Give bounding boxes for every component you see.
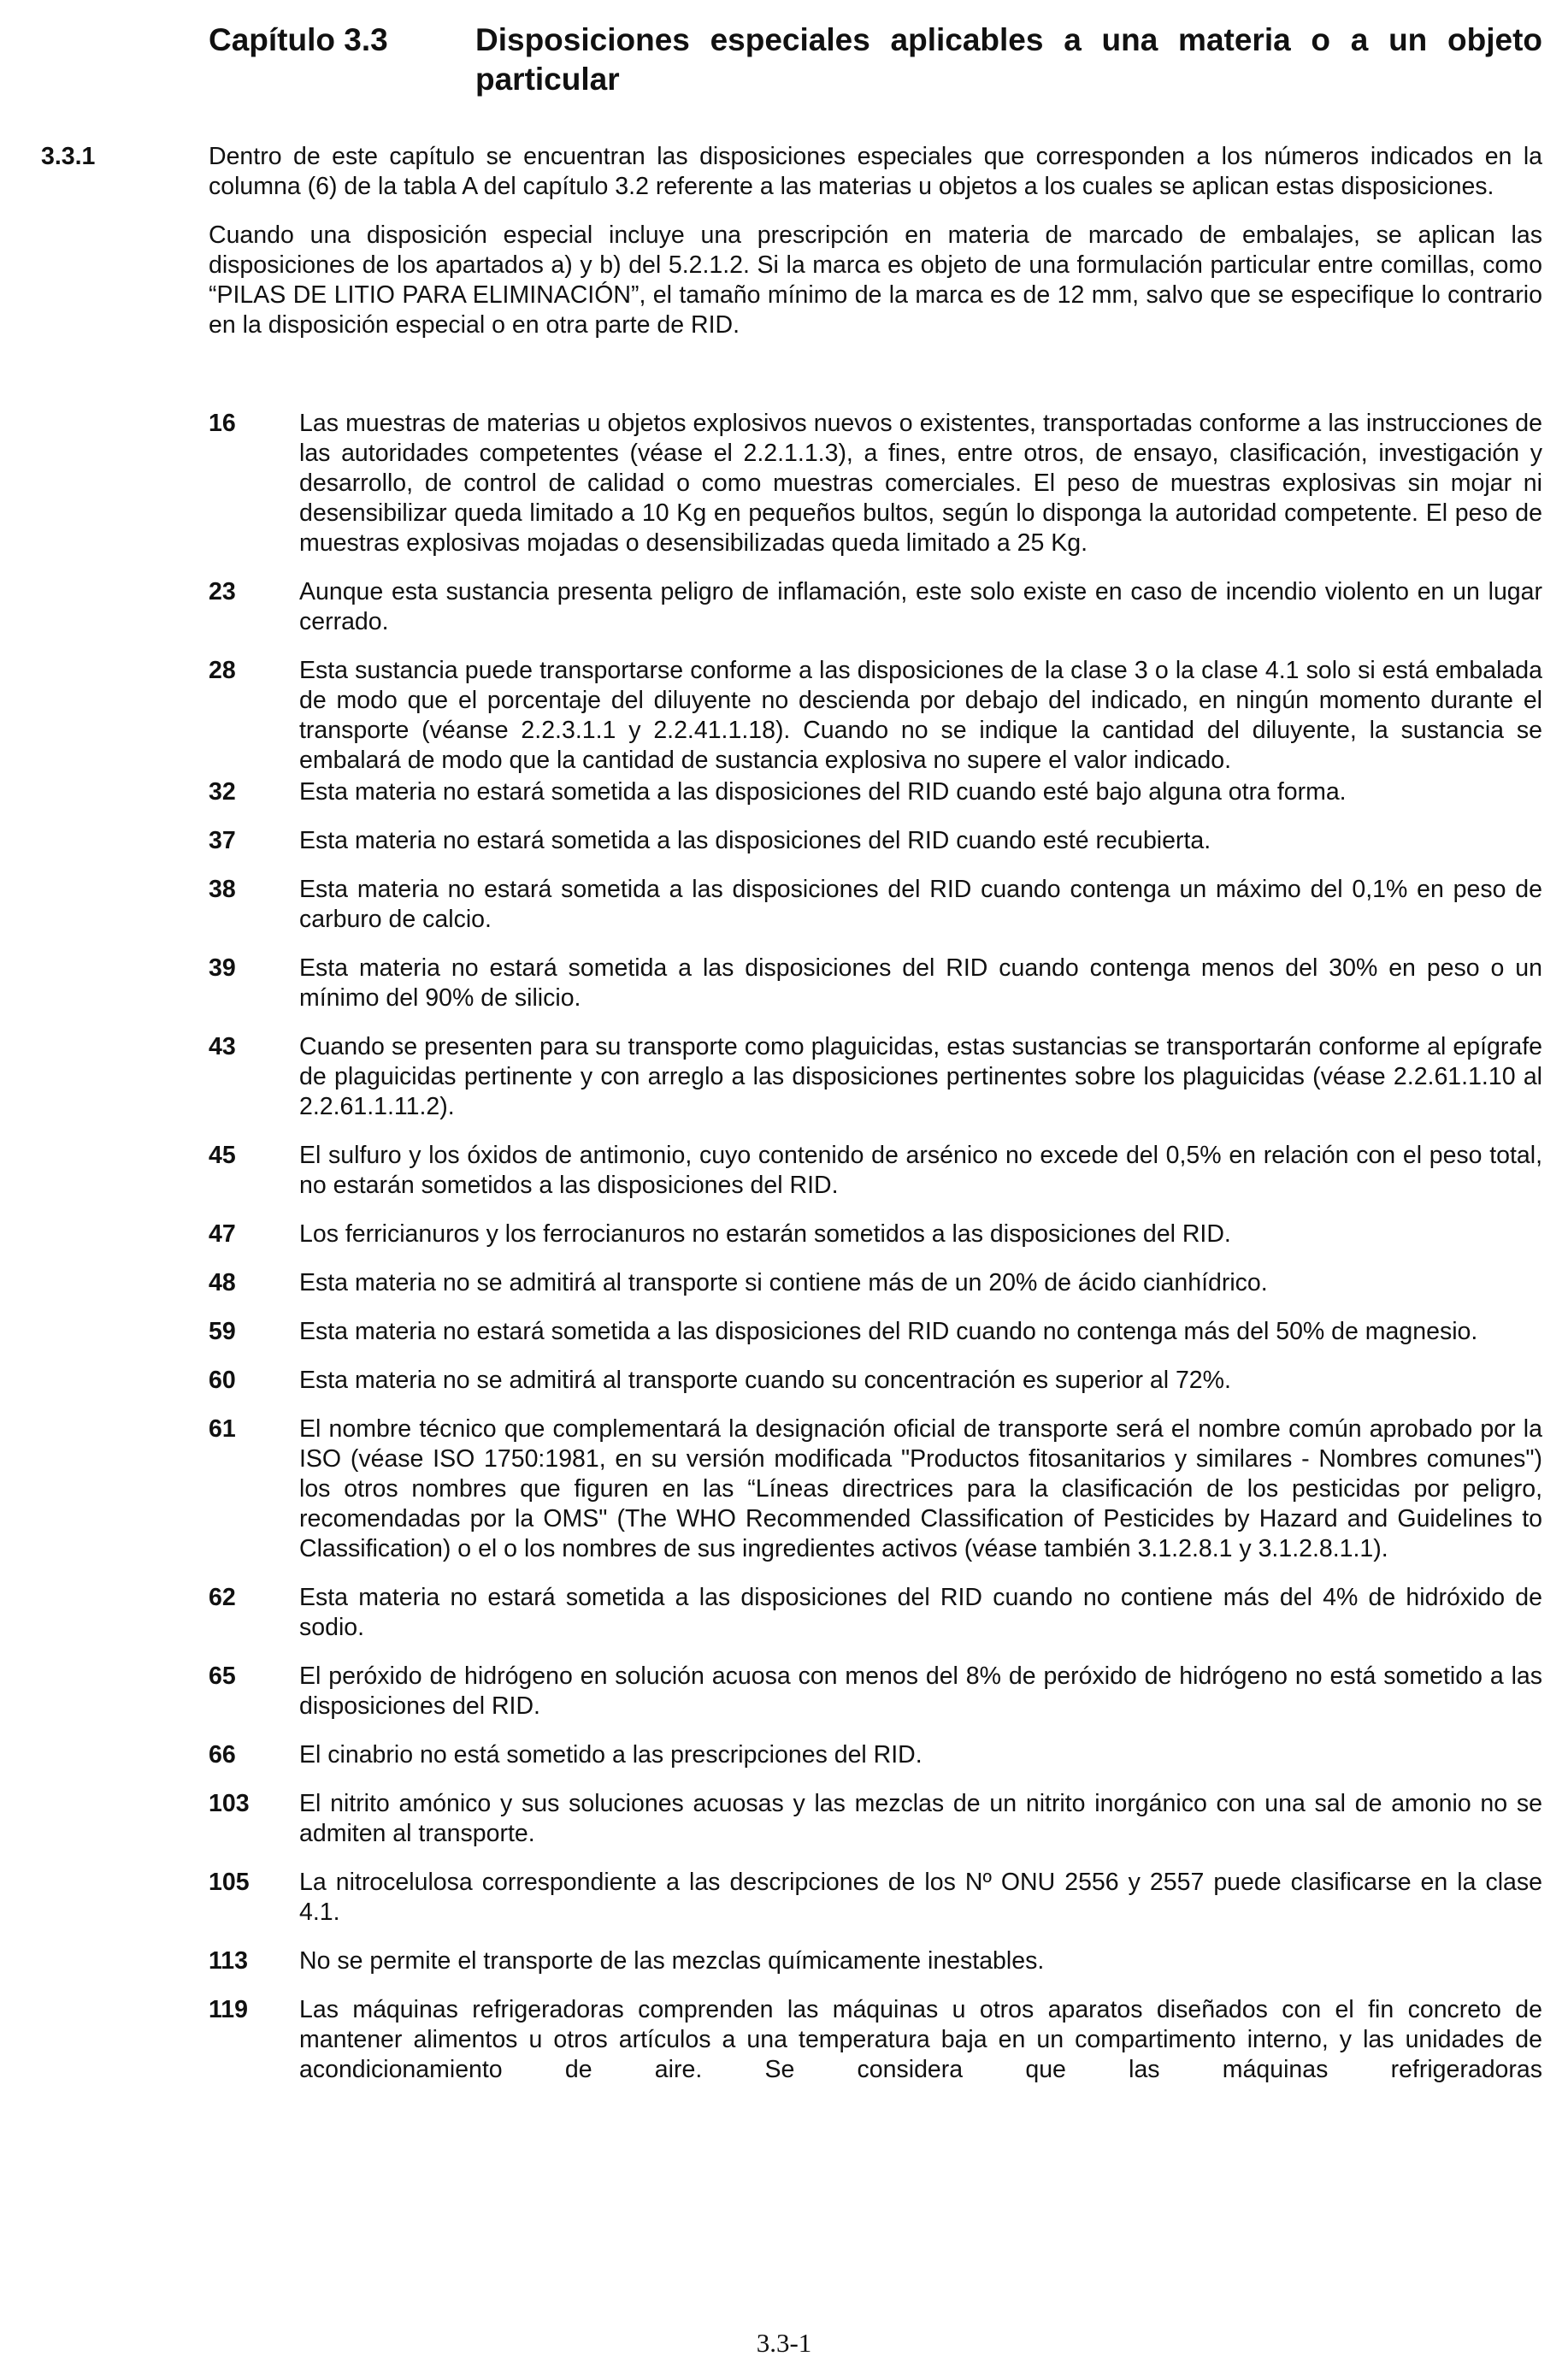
provision-number: 103 [209,1790,250,1817]
provision-number: 105 [209,1869,250,1896]
provision-number: 43 [209,1033,236,1060]
provision-text: Aunque esta sustancia presenta peligro de inflamación, este solo existe en caso de incendio violento en un lugar cerrado. [299,578,1542,635]
provision-number: 66 [209,1741,236,1769]
provision-text: Las máquinas refrigeradoras comprenden las máquinas u otros aparatos diseñados con el fin concreto de mantener alimentos u otros artículos a una temperatura baja en un compartimento interno, y las unidades de acondicionamiento de aire. Se considera que las máquinas refrigeradoras [299,1996,1542,2083]
provision-text: La nitrocelulosa correspondiente a las descripciones de los Nº ONU 2556 y 2557 puede clasificarse en la clase 4.1. [299,1869,1542,1926]
provision-number: 28 [209,657,236,684]
provision-number: 38 [209,876,236,903]
provision-number: 37 [209,827,236,854]
provision-59 [209,1317,1542,1347]
section-paragraph: Cuando una disposición especial incluye una prescripción en materia de marcado de embalajes, se aplican las disposiciones de los apartados a) y b) del 5.2.1.2. Si la marca es objeto de una formulación particular entre comillas, como “PILAS DE LITIO PARA ELIMINACIÓN”, el tamaño mínimo de la marca es de 12 mm, salvo que se especifique lo contrario en la disposición especial o en otra parte de RID. [209,221,1542,339]
chapter-title: Disposiciones especiales aplicables a una materia o a un objeto particular [475,22,1542,97]
provision-47 [209,1219,1542,1249]
provision-39 [209,954,1542,1013]
provision-38 [209,875,1542,935]
provision-113 [209,1946,1542,1976]
provision-43 [209,1032,1542,1122]
provision-text: Esta materia no se admitirá al transporte si contiene más de un 20% de ácido cianhídrico. [299,1269,1268,1296]
provision-105 [209,1868,1542,1928]
provision-number: 23 [209,578,236,605]
provision-62 [209,1583,1542,1643]
provision-66 [209,1740,1542,1770]
provision-text: Las muestras de materias u objetos explosivos nuevos o existentes, transportadas conforme a las instrucciones de las autoridades competentes (véase el 2.2.1.1.3), a fines, entre otros, de ensayo, clasificación, investigación y desarrollo, de control de calidad o como muestras comerciales. El peso de muestras explosivas sin mojar ni desensibilizar queda limitado a 10 Kg en pequeños bultos, según lo disponga la autoridad competente. El peso de muestras explosivas mojadas o desensibilizadas queda limitado a 25 Kg. [299,410,1542,557]
provision-number: 60 [209,1367,236,1394]
provision-number: 62 [209,1584,236,1611]
provision-text: Esta materia no estará sometida a las disposiciones del RID cuando esté bajo alguna otra forma. [299,778,1347,806]
provision-number: 47 [209,1220,236,1248]
provision-text: El nitrito amónico y sus soluciones acuosas y las mezclas de un nitrito inorgánico con una sal de amonio no se admiten al transporte. [299,1790,1542,1847]
provision-60 [209,1366,1542,1396]
provision-number: 119 [209,1996,248,2023]
provision-number: 16 [209,410,236,437]
provision-text: Esta sustancia puede transportarse conforme a las disposiciones de la clase 3 o la clase 4.1 solo si está embalada de modo que el porcentaje del diluyente no descienda por debajo del indicado, en ningún momento durante el transporte (véanse 2.2.3.1.1 y 2.2.41.1.18). Cuando no se indique la cantidad del diluyente, la sustancia se embalará de modo que la cantidad de sustancia explosiva no supere el valor indicado. [299,657,1542,774]
provision-text: El cinabrio no está sometido a las prescripciones del RID. [299,1741,923,1769]
section-paragraphs [209,142,1542,340]
provision-103 [209,1789,1542,1849]
provision-119 [209,1995,1542,2085]
provision-text: Esta materia no estará sometida a las disposiciones del RID cuando no contenga más del 50% de magnesio. [299,1318,1478,1345]
provision-text: El sulfuro y los óxidos de antimonio, cuyo contenido de arsénico no excede del 0,5% en relación con el peso total, no estarán sometidos a las disposiciones del RID. [299,1142,1542,1199]
provision-number: 48 [209,1269,236,1296]
provision-number: 61 [209,1415,236,1443]
provision-61 [209,1414,1542,1564]
provision-65 [209,1662,1542,1721]
section-number: 3.3.1 [41,143,96,170]
chapter-label: Capítulo 3.3 [209,22,388,57]
provision-text: Esta materia no se admitirá al transporte cuando su concentración es superior al 72%. [299,1367,1231,1394]
provision-text: Esta materia no estará sometida a las disposiciones del RID cuando contenga un máximo del 0,1% en peso de carburo de calcio. [299,876,1542,933]
provision-text: No se permite el transporte de las mezclas químicamente inestables. [299,1947,1045,1975]
provision-text: Esta materia no estará sometida a las disposiciones del RID cuando no contiene más del 4% de hidróxido de sodio. [299,1584,1542,1641]
provision-28 [209,656,1542,776]
provision-number: 45 [209,1142,236,1169]
provision-number: 113 [209,1947,248,1975]
page-number: 3.3-1 [756,2328,812,2358]
provision-text: Esta materia no estará sometida a las disposiciones del RID cuando contenga menos del 30% en peso o un mínimo del 90% de silicio. [299,954,1542,1012]
provision-text: Cuando se presenten para su transporte como plaguicidas, estas sustancias se transportarán conforme al epígrafe de plaguicidas pertinente y con arreglo a las disposiciones pertinentes sobre los plaguicidas (véase 2.2.61.1.10 al 2.2.61.1.11.2). [299,1033,1542,1120]
provision-37 [209,826,1542,856]
provision-text: El peróxido de hidrógeno en solución acuosa con menos del 8% de peróxido de hidrógeno no está sometido a las disposiciones del RID. [299,1662,1542,1720]
provision-number: 39 [209,954,236,982]
provision-number: 65 [209,1662,236,1690]
provision-16 [209,409,1542,558]
provision-text: Esta materia no estará sometida a las disposiciones del RID cuando esté recubierta. [299,827,1211,854]
provision-23 [209,577,1542,637]
provision-text: Los ferricianuros y los ferrocianuros no estarán sometidos a las disposiciones del RID. [299,1220,1231,1248]
provision-number: 59 [209,1318,236,1345]
section-paragraph: Dentro de este capítulo se encuentran las disposiciones especiales que corresponden a los números indicados en la columna (6) de la tabla A del capítulo 3.2 referente a las materias u objetos a los cuales se aplican estas disposiciones. [209,143,1542,200]
provision-number: 32 [209,778,236,806]
provision-32 [209,777,1542,807]
provision-text: El nombre técnico que complementará la designación oficial de transporte será el nombre común aprobado por la ISO (véase ISO 1750:1981, en su versión modificada "Productos fitosanitarios y similares - Nombres comunes") los otros nombres que figuren en las “Líneas directrices para la clasificación de los pesticidas por peligro, recomendadas por la OMS" (The WHO Recommended Classification of Pesticides by Hazard and Guidelines to Classification) o el o los nombres de sus ingredientes activos (véase también 3.1.2.8.1 y 3.1.2.8.1.1). [299,1415,1542,1562]
special-provisions-list [209,409,1542,2104]
provision-48 [209,1268,1542,1298]
provision-45 [209,1141,1542,1201]
section-3-3-1 [41,142,1542,359]
